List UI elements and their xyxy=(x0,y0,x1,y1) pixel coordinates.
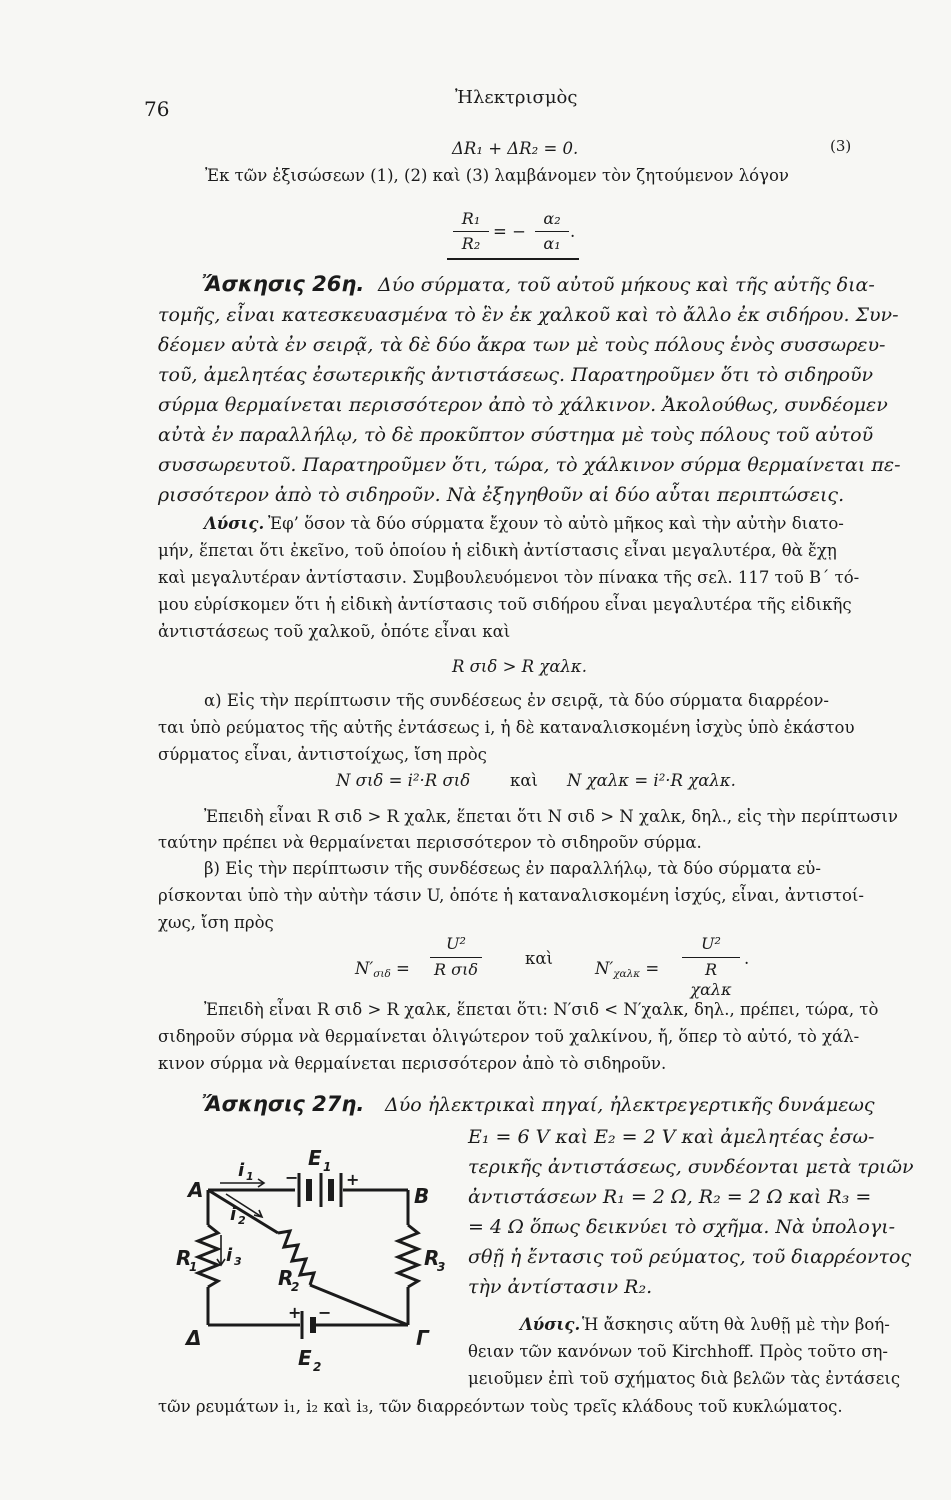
r2-label: R xyxy=(278,1266,294,1290)
exercise-27-line: = 4 Ω ὅπως δεικνύει τὸ σχῆμα. Νὰ ὑπολογι- xyxy=(468,1216,896,1238)
exercise-27-line: τὴν ἀντίστασιν R₂. xyxy=(468,1276,653,1298)
node-gamma-label: Γ xyxy=(416,1326,429,1350)
ratio-lhs-denominator: R₂ xyxy=(461,234,481,253)
exercise-26-line: αὐτὰ ἐν παραλλήλῳ, τὸ δὲ προκῦπτον σύστημα μὲ τοὺς πόλους τοῦ αὐτοῦ xyxy=(158,424,874,446)
resistor-r3 xyxy=(398,1225,418,1287)
exercise-26-line: σύρμα θερμαίνεται περισσότερον ἀπὸ τὸ χάλκινον. Ἀκολούθως, συνδέομεν xyxy=(158,394,888,416)
solution-26-line: καὶ μεγαλυτέραν ἀντίστασιν. Συμβουλευόμενοι τὸν πίνακα τῆς σελ. 117 τοῦ Β΄ τό- xyxy=(158,568,860,587)
solution-27-line: Ἡ ἄσκησις αὕτη θὰ λυθῇ μὲ τὴν βοή- xyxy=(582,1315,890,1334)
node-a-label: A xyxy=(188,1178,204,1202)
inequality-resistance: R σιδ > R χαλκ. xyxy=(452,657,587,676)
textbook-page: 76 Ἠλεκτρισμὸς ΔR₁ + ΔR₂ = 0. (3) Ἐκ τῶν ἐξισώσεων (1), (2) καὶ (3) λαμβάνομεν τὸν ζητούμενον λόγον R₁ R₂ = − α₂ α₁ . Ἄσκησις 26η. Δύο σύρματα, τοῦ αὐτοῦ μήκους καὶ τῆς αὐτῆς δια- τομῆς, εἶναι κατεσκευασμένα τὸ ἓν ἐκ χαλκοῦ καὶ τὸ ἄλλο ἐκ σιδήρου. Συν- δέομεν αὐτὰ ἐν σειρᾷ, τὰ δὲ δύο ἄκρα των μὲ τοὺς πόλους ἑνὸς συσσωρευ- τοῦ, ἀμελητέας ἐσωτερικῆς ἀντιστάσεως. Παρατηροῦμεν ὅτι τὸ σιδηροῦν σύρμα θερμαίνεται περισσότερον ἀπὸ τὸ χάλκινον. Ἀκολούθως, συνδέομεν αὐτὰ ἐν παραλλήλῳ, τὸ δὲ προκῦπτον σύστημα μὲ τοὺς πόλους τοῦ αὐτοῦ συσσωρευτοῦ. Παρατηροῦμεν ὅτι, τώρα, τὸ χάλκινον σύρμα θερμαίνεται πε- ρισσότερον ἀπὸ τὸ σιδηροῦν. Νὰ ἐξηγηθοῦν αἱ δύο αὗται περιπτώσεις. Λύσις. Ἐφ’ ὅσον τὰ δύο σύρματα ἔχουν τὸ αὐτὸ μῆκος καὶ τὴν αὐτὴν διατο- μήν, ἕπεται ὅτι ἐκεῖνο, τοῦ ὁποίου ἡ εἰδικὴ ἀντίστασις εἶναι μεγαλυτέρα, θὰ ἔχῃ καὶ μεγαλυτέραν ἀντίστασιν. Συμβουλευόμενοι τὸν πίνακα τῆς σελ. 117 τοῦ Β΄ τό- μου εὑρίσκομεν ὅτι ἡ εἰδικὴ ἀντίστασις τοῦ σιδήρου εἶναι μεγαλυτέρα τῆς εἰδικῆς ἀντιστάσεως τοῦ χαλκοῦ, ὁπότε εἶναι καὶ R σιδ > R χαλκ. α) Εἰς τὴν περίπτωσιν τῆς συνδέσεως ἐν σειρᾷ, τὰ δύο σύρματα διαρρέον- ται ὑπὸ ρεύματος τῆς αὐτῆς ἐντάσεως i, ἡ δὲ καταναλισκομένη ἰσχὺς ὑπὸ ἑκάστου σύρματος εἶναι, ἀντιστοίχως, ἴση πρὸς N σιδ = i²·R σιδ καὶ N χαλκ = i²·R χαλκ. Ἐπειδὴ εἶναι R σιδ > R χαλκ, ἕπεται ὅτι N σιδ > N χαλκ, δηλ., εἰς τὴν περίπτωσιν ταύτην πρέπει νὰ θερμαίνεται περισσότερον τὸ σιδηροῦν σύρμα. β) Εἰς τὴν περίπτωσιν τῆς συνδέσεως ἐν παραλλήλῳ, τὰ δύο σύρματα εὑ- ρίσκονται ὑπὸ τὴν αὐτὴν τάσιν U, ὁπότε ἡ καταναλισκομένη ἰσχύς, εἶναι, ἀντιστοί- χως, ἴση πρὸς $N'_{\sigma\iota\delta}$ = U² R σιδ καὶ $N'_{\chi\alpha\lambda\kappa}$ = U² R χαλκ . Ἐπειδὴ εἶναι R σιδ > R χαλκ, ἕπεται ὅτι: N′σιδ < N′χαλκ, δηλ., πρέπει, τώρα, τὸ σιδηροῦν σύρμα νὰ θερμαίνεται ὀλιγώτερον τοῦ χαλκίνου, ἤ, ὅπερ τὸ αὐτό, τὸ χάλ- κινον σύρμα νὰ θερμαίνεται περισσότερον ἀπὸ τὸ σιδηροῦν. Ἄσκησις 27η. Δύο ἠλεκτρικαὶ πηγαί, ἠλεκτρεγερτικῆς δυνάμεως E₁ = 6 V καὶ E₂ = 2 V καὶ ἀμελητέας ἐσω- τερικῆς ἀντιστάσεως, συνδέονται μετὰ τριῶν ἀντιστάσεων R₁ = 2 Ω, R₂ = 2 Ω καὶ R₃ = = 4 Ω ὅπως δεικνύει τὸ σχῆμα. Νὰ ὑπολογι- σθῇ ἡ ἔντασις τοῦ ρεύματος, τοῦ διαρρέοντος τὴν ἀντίστασιν R₂. Λύσις. Ἡ ἄσκησις αὕτη θὰ λυθῇ μὲ τὴν βοή- θειαν τῶν κανόνων τοῦ Kirchhoff. Πρὸς τοῦτο ση- μειοῦμεν ἐπὶ τοῦ σχήματος διὰ βελῶν τὰς ἐντάσεις τῶν ρευμάτων i₁, i₂ καὶ i₃, τῶν διαρρεόντων τοὺς τρεῖς κλάδους τοῦ κυκλώματος. A B Δ Γ E 1 E 2 i 1 i 2 i 3 R 1 R 2 R 3 − + + − xyxy=(144,87,914,1416)
case-b-line: ρίσκονται ὑπὸ τὴν αὐτὴν τάσιν U, ὁπότε ἡ καταναλισκομένη ἰσχύς, εἶναι, ἀντιστοί- xyxy=(158,886,864,905)
case-a-line: σύρματος εἶναι, ἀντιστοίχως, ἴση πρὸς xyxy=(158,745,487,764)
exercise-26-line: τομῆς, εἶναι κατεσκευασμένα τὸ ἓν ἐκ χαλκοῦ καὶ τὸ ἄλλο ἐκ σιδήρου. Συν- xyxy=(158,304,899,326)
e1-subscript: 1 xyxy=(323,1160,332,1174)
r3-label: R xyxy=(424,1246,440,1270)
circuit-diagram xyxy=(168,1115,458,1395)
since-b-line-2: σιδηροῦν σύρμα νὰ θερμαίνεται ὀλιγώτερον τοῦ χαλκίνου, ἤ, ὅπερ τὸ αὐτό, τὸ χάλ- xyxy=(158,1027,860,1046)
exercise-26-line: δέομεν αὐτὰ ἐν σειρᾷ, τὰ δὲ δύο ἄκρα των μὲ τοὺς πόλους ἑνὸς συσσωρευ- xyxy=(158,334,886,356)
exercise-26-line: τοῦ, ἀμελητέας ἐσωτερικῆς ἀντιστάσεως. Παρατηροῦμεν ὅτι τὸ σιδηροῦν xyxy=(158,364,874,386)
ratio-rhs-denominator: α₁ xyxy=(543,234,561,253)
page-number: 76 xyxy=(144,97,170,121)
solution-27-last-line: τῶν ρευμάτων i₁, i₂ καὶ i₃, τῶν διαρρεόντων τοὺς τρεῖς κλάδους τοῦ κυκλώματος. xyxy=(158,1397,843,1416)
and-word: καὶ xyxy=(525,949,553,968)
ratio-period: . xyxy=(570,222,576,241)
r1-label: R xyxy=(176,1246,192,1270)
solution-26-line: μου εὑρίσκομεν ὅτι ἡ εἰδικὴ ἀντίστασις τοῦ σιδήρου εἶναι μεγαλυτέρα τῆς εἰδικῆς xyxy=(158,595,852,614)
i1-label: i xyxy=(238,1160,245,1181)
e2-subscript: 2 xyxy=(313,1360,322,1374)
exercise-27-line: ἀντιστάσεων R₁ = 2 Ω, R₂ = 2 Ω καὶ R₃ = xyxy=(468,1186,872,1208)
ratio-lhs-numerator: R₁ xyxy=(461,209,481,228)
since-b-line-3: κινον σύρμα νὰ θερμαίνεται περισσότερον ἀπὸ τὸ σιδηροῦν. xyxy=(158,1054,667,1073)
e2-label: E xyxy=(298,1346,312,1370)
power-copper-series: N χαλκ = i²·R χαλκ. xyxy=(567,771,736,790)
fraction-numerator: U² xyxy=(701,934,721,953)
r1-subscript: 1 xyxy=(189,1260,198,1274)
separator-rule xyxy=(447,258,579,260)
ratio-rhs-numerator: α₂ xyxy=(543,209,561,228)
intro-line: Ἐκ τῶν ἐξισώσεων (1), (2) καὶ (3) λαμβάνομεν τὸν ζητούμενον λόγον xyxy=(205,166,789,185)
solution-26-line: ἀντιστάσεως τοῦ χαλκοῦ, ὁπότε εἶναι καὶ xyxy=(158,622,511,641)
solution-26-label: Λύσις. xyxy=(204,514,265,533)
exercise-27-line: E₁ = 6 V καὶ E₂ = 2 V καὶ ἀμελητέας ἐσω- xyxy=(468,1126,875,1148)
solution-27-line: θειαν τῶν κανόνων τοῦ Kirchhoff. Πρὸς τοῦτο ση- xyxy=(468,1342,888,1361)
since-a-line-2: ταύτην πρέπει νὰ θερμαίνεται περισσότερον τὸ σιδηροῦν σύρμα. xyxy=(158,833,702,852)
solution-26-line: μήν, ἕπεται ὅτι ἐκεῖνο, τοῦ ὁποίου ἡ εἰδικὴ ἀντίστασις εἶναι μεγαλυτέρα, θὰ ἔχῃ xyxy=(158,541,837,560)
solution-27-label: Λύσις. xyxy=(520,1315,581,1334)
e1-plus-sign: + xyxy=(346,1170,360,1189)
case-b-line: β) Εἰς τὴν περίπτωσιν τῆς συνδέσεως ἐν παραλλήλῳ, τὰ δύο σύρματα εὑ- xyxy=(204,859,821,878)
fraction-denominator: R σιδ xyxy=(434,960,478,979)
i2-subscript: 2 xyxy=(238,1214,246,1227)
case-a-line: ται ὑπὸ ρεύματος τῆς αὐτῆς ἐντάσεως i, ἡ δὲ καταναλισκομένη ἰσχὺς ὑπὸ ἑκάστου xyxy=(158,718,855,737)
battery-e1 xyxy=(299,1173,341,1207)
case-a-line: α) Εἰς τὴν περίπτωσιν τῆς συνδέσεως ἐν σειρᾷ, τὰ δύο σύρματα διαρρέον- xyxy=(204,691,829,710)
i2-label: i xyxy=(230,1204,237,1225)
equation-number-3: (3) xyxy=(830,137,852,155)
running-title: Ἠλεκτρισμὸς xyxy=(455,87,578,108)
e2-minus-sign: − xyxy=(318,1303,332,1322)
equation-3: ΔR₁ + ΔR₂ = 0. xyxy=(452,139,579,158)
exercise-27-line: Δύο ἠλεκτρικαὶ πηγαί, ἠλεκτρεγερτικῆς δυνάμεως xyxy=(385,1094,875,1116)
i3-subscript: 3 xyxy=(234,1255,242,1268)
exercise-26-line: συσσωρευτοῦ. Παρατηροῦμεν ὅτι, τώρα, τὸ χάλκινον σύρμα θερμαίνεται πε- xyxy=(158,454,901,476)
exercise-27-line: τερικῆς ἀντιστάσεως, συνδέονται μετὰ τριῶν xyxy=(468,1156,914,1178)
power-iron-series: N σιδ = i²·R σιδ xyxy=(336,771,471,790)
e1-minus-sign: − xyxy=(285,1168,299,1187)
r3-subscript: 3 xyxy=(437,1260,446,1274)
i1-subscript: 1 xyxy=(246,1170,254,1183)
e2-plus-sign: + xyxy=(288,1303,302,1322)
exercise-27-line: σθῇ ἡ ἔντασις τοῦ ρεύματος, τοῦ διαρρέοντος xyxy=(468,1246,912,1268)
fraction-bar xyxy=(453,231,489,232)
solution-26-line: Ἐφ’ ὅσον τὰ δύο σύρματα ἔχουν τὸ αὐτὸ μῆκος καὶ τὴν αὐτὴν διατο- xyxy=(268,514,844,533)
fraction-bar xyxy=(430,957,482,958)
i3-label: i xyxy=(226,1245,233,1266)
exercise-26-line: ρισσότερον ἀπὸ τὸ σιδηροῦν. Νὰ ἐξηγηθοῦν αἱ δύο αὗται περιπτώσεις. xyxy=(158,484,845,506)
resistor-r1 xyxy=(198,1225,218,1287)
exercise-26-heading: Ἄσκησις 26η. xyxy=(202,272,365,296)
ratio-equals: = − xyxy=(493,222,526,241)
fraction-denominator: R χαλκ xyxy=(690,960,732,999)
solution-27-line: μειοῦμεν ἐπὶ τοῦ σχήματος διὰ βελῶν τὰς ἐντάσεις xyxy=(468,1369,901,1388)
node-delta-label: Δ xyxy=(186,1326,202,1350)
exercise-27-heading: Ἄσκησις 27η. xyxy=(202,1092,365,1116)
fraction-bar xyxy=(682,957,740,958)
battery-e2 xyxy=(302,1311,313,1339)
and-word: καὶ xyxy=(510,771,538,790)
case-b-line: χως, ἴση πρὸς xyxy=(158,913,274,932)
fraction-numerator: U² xyxy=(446,934,466,953)
r2-subscript: 2 xyxy=(291,1280,300,1294)
since-a-line-1: Ἐπειδὴ εἶναι R σιδ > R χαλκ, ἕπεται ὅτι N σιδ > N χαλκ, δηλ., εἰς τὴν περίπτωσιν xyxy=(204,807,898,826)
fraction-bar xyxy=(535,231,569,232)
exercise-26-line: Δύο σύρματα, τοῦ αὐτοῦ μήκους καὶ τῆς αὐτῆς δια- xyxy=(378,274,875,296)
since-b-line-1: Ἐπειδὴ εἶναι R σιδ > R χαλκ, ἕπεται ὅτι: N′σιδ < N′χαλκ, δηλ., πρέπει, τώρα, τὸ xyxy=(204,1000,879,1019)
node-b-label: B xyxy=(414,1184,430,1208)
e1-label: E xyxy=(308,1146,322,1170)
